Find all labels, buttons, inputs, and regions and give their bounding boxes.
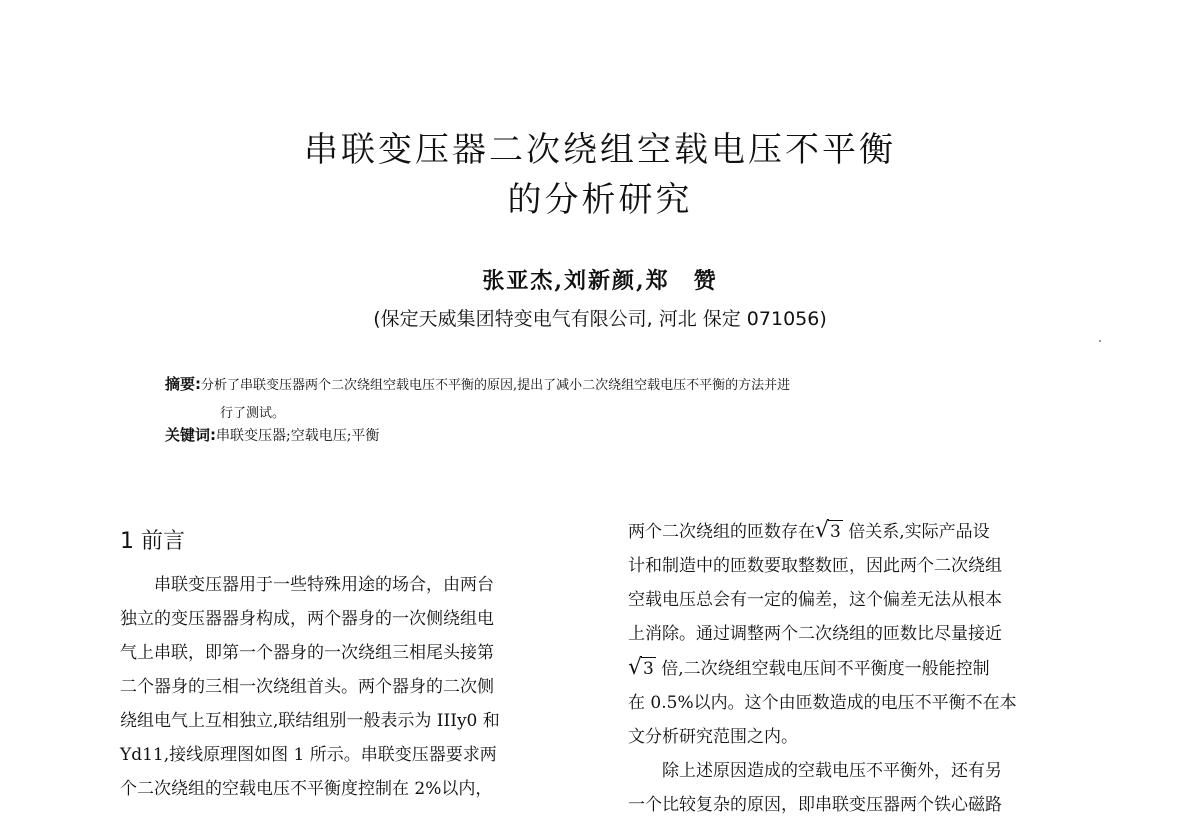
right-line-1 [628,514,1093,549]
abstract-line1: 分析了串联变压器两个二次绕组空载电压不平衡的原因,提出了减小二次绕组空载电压不平衡的方法并进 [201,378,791,393]
keywords-label: 关键词: [165,426,216,444]
right-line-1b: 倍关系,实际产品设 [848,522,990,542]
right-line-4: 上消除。通过调整两个二次绕组的匝数比尽量接近 [628,624,1002,644]
right-line-8: 除上述原因造成的空载电压不平衡外，还有另 [662,761,1002,781]
left-line-4: 二个器身的三相一次绕组首头。两个器身的二次侧 [120,677,494,697]
paper-title-line1: 串联变压器二次绕组空载电压不平衡 [304,130,896,170]
keywords [165,424,379,445]
left-line-5: 绕组电气上互相独立,联结组别一般表示为 IIIy0 和 [120,711,500,731]
left-line-1: 串联变压器用于一些特殊用途的场合，由两台 [154,575,494,595]
abstract [165,370,1065,428]
right-column [628,514,1093,822]
right-line-6: 在 0.5%以内。这个由匝数造成的电压不平衡不在本 [628,693,1017,713]
left-column [120,568,585,806]
right-line-1a: 两个二次绕组的匝数存在 [628,522,815,542]
sqrt-radicand-2: 3 [643,659,654,679]
abstract-label: 摘要: [165,375,201,393]
right-line-5b: 倍,二次绕组空载电压间不平衡度一般能控制 [661,659,990,679]
keywords-text: 串联变压器;空载电压;平衡 [216,428,380,444]
left-line-2: 独立的变压器器身构成，两个器身的一次侧绕组电 [120,609,494,629]
sqrt-radicand-1: 3 [830,522,841,542]
scan-speck [1099,340,1101,342]
authors: 张亚杰,刘新颜,郑 赞 [482,268,718,294]
left-line-3: 气上串联，即第一个器身的一次绕组三相尾头接第 [120,643,494,663]
paper-title-line2: 的分析研究 [507,180,693,220]
left-line-7: 个二次绕组的空载电压不平衡度控制在 2%以内， [120,779,493,799]
left-line-6: Yd11,接线原理图如图 1 所示。串联变压器要求两 [120,745,497,765]
right-line-5 [628,651,1093,686]
affiliation: (保定天威集团特变电气有限公司, 河北 保定 071056) [373,308,827,330]
right-line-2: 计和制造中的匝数要取整数匝，因此两个二次绕组 [628,556,1002,576]
sqrt-sign-icon: √ [628,655,643,680]
sqrt-sign-icon: √ [815,518,830,543]
section-heading: 1 前言 [120,529,185,554]
right-line-3: 空载电压总会有一定的偏差，这个偏差无法从根本 [628,590,1002,610]
right-line-9: 一个比较复杂的原因，即串联变压器两个铁心磁路 [628,795,1002,815]
abstract-line2: 行了测试。 [220,406,286,421]
right-line-7: 文分析研究范围之内。 [628,727,798,747]
